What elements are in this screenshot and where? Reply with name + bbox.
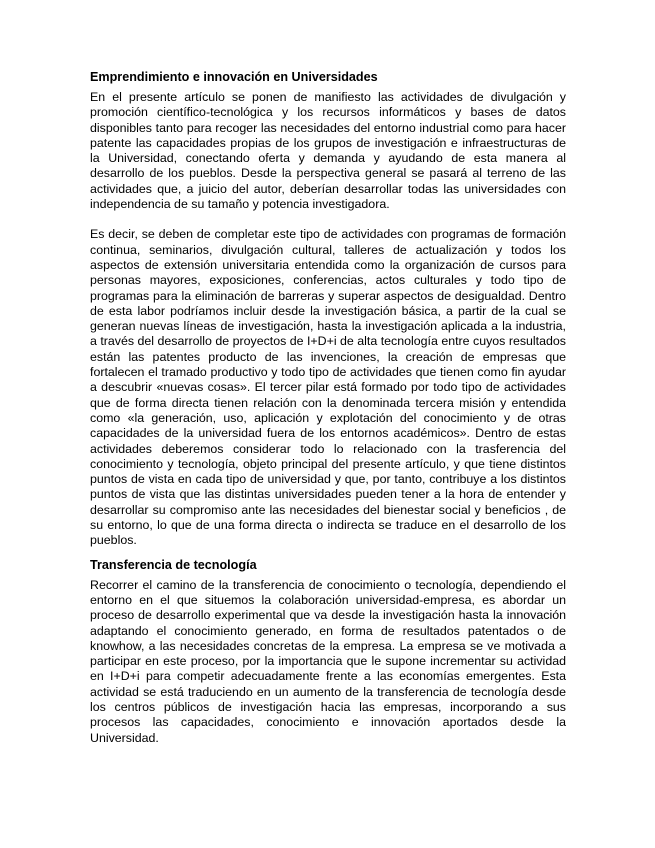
section-heading-emprendimiento: Emprendimiento e innovación en Universidades [90,70,378,84]
paragraph-spacer [90,212,566,227]
paragraph-intro: En el presente artículo se ponen de manifiesto las actividades de divulgación y promoción científico-tecnológica y los recursos informáticos y bases de datos disponibles tanto para recoger las necesidades del entorno industrial como para hacer patente las capacidades propias de los grupos de investigación e infraestructuras de la Universidad, conectando oferta y demanda y ayudando de esta manera al desarrollo de los pueblos. Desde la perspectiva general se pasará al terreno de las actividades que, a juicio del autor, deberían desarrollar todas las universidades con independencia de su tamaño y potencia investigadora. [90,90,566,212]
document-page [90,70,566,746]
paragraph-transferencia: Recorrer el camino de la transferencia de conocimiento o tecnología, dependiendo el entorno en el que situemos la colaboración universidad-empresa, es abordar un proceso de desarrollo experimental que va desde la investigación hasta la innovación adaptando el conocimiento generado, en forma de resultados patentados o de knowhow, a las necesidades concretas de la empresa. La empresa se ve motivada a participar en este proceso, por la importancia que le supone incrementar su actividad en I+D+i para competir adecuadamente frente a las economías emergentes. Esta actividad se está traduciendo en un aumento de la transferencia de tecnología desde los centros públicos de investigación hacia las empresas, incorporando a sus procesos las capacidades, conocimiento e innovación aportados desde la Universidad. [90,577,566,745]
paragraph-activities: Es decir, se deben de completar este tipo de actividades con programas de formación continua, seminarios, divulgación cultural, talleres de actualización y todos los aspectos de extensión universitaria entendida como la organización de cursos para personas mayores, exposiciones, conferencias, actos culturales y todo tipo de programas para la eliminación de barreras y superar aspectos de desigualdad. Dentro de esta labor podríamos incluir desde la investigación básica, a partir de la cual se generan nuevas líneas de investigación, hasta la investigación aplicada a la industria, a través del desarrollo de proyectos de I+D+i de alta tecnología entre cuyos resultados están las patentes producto de las invenciones, la creación de empresas que fortalecen el tramado productivo y todo tipo de actividades que tienen como fin ayudar a descubrir «nuevas cosas». El tercer pilar está formado por todo tipo de actividades que de forma directa tienen relación con la denominada tercera misión y entendida como «la generación, uso, aplicación y explotación del conocimiento y de otras capacidades de la universidad fuera de los entornos académicos». Dentro de estas actividades deberemos considerar todo lo relacionado con la trasferencia del conocimiento y tecnología, objeto principal del presente artículo, y que tiene distintos puntos de vista en cada tipo de universidad y que, por tanto, contribuye a los distintos puntos de vista que las distintas universidades pueden tener a la hora de entender y desarrollar su compromiso ante las necesidades del bienestar social y beneficios , de su entorno, lo que de una forma directa o indirecta se traduce en el desarrollo de los pueblos. [90,227,566,548]
section-spacer [90,549,566,558]
section-heading-transferencia: Transferencia de tecnología [90,557,257,572]
